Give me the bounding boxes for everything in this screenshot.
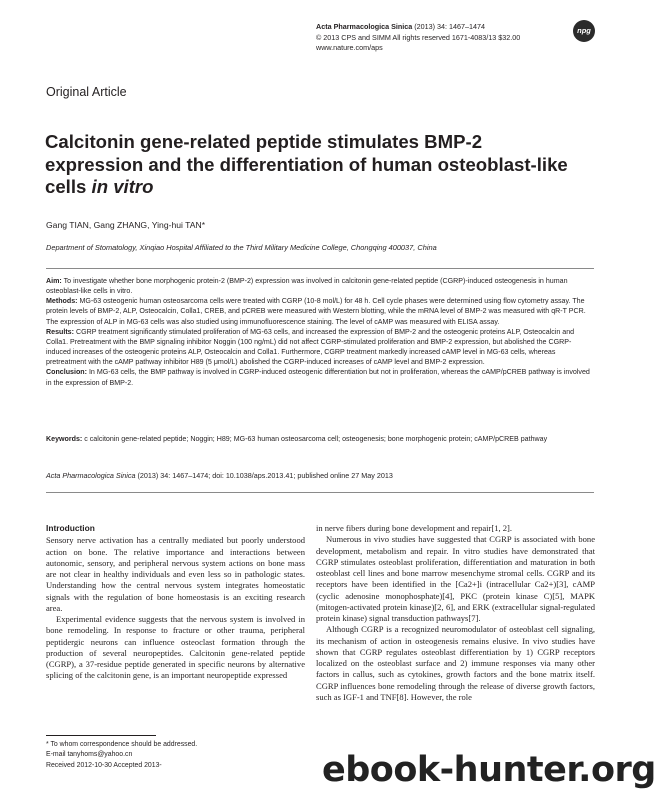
aim-text: To investigate whether bone morphogenic protein-2 (BMP-2) expression was involved in calcitonin gene-related peptide (CGRP)-induced osteogenesis in human osteoblast-like cells in vitro. — [46, 277, 568, 296]
journal-header — [316, 22, 520, 54]
keywords — [46, 434, 595, 444]
citation-line — [46, 471, 393, 480]
corresponding-note: * To whom correspondence should be addressed. — [46, 741, 198, 748]
copyright-line: © 2013 CPS and SIMM All rights reserved 1671-4083/13 $32.00 — [316, 32, 521, 42]
right-paragraph-2: Numerous in vivo studies have suggested that CGRP is associated with bone development, metabolism and repair. In vitro studies have demonstrated that CGRP stimulates osteoblast proliferation, differentiation and maturation in both osteoblast cell lines and bone marrow mesenchyme stromal cells. CGRP and its receptors have been identified in the [Ca2+]i (intracellular Ca2+)[3], cAMP (cyclic adenosine monophosphate)[4], PKC (protein kinase C)[5], MAPK (mitogen-activated protein kinase)[2, 6], and ERK (extracellular signal-regulated protein kinase) signal transduction pathways[7]. — [316, 534, 595, 623]
results-label: Results: — [46, 327, 74, 336]
title-italic: in vitro — [91, 176, 154, 197]
intro-paragraph-1: Sensory nerve activation has a centrally mediated but poorly understood action on bone. The relative importance and interactions between autonomic, sensory, and peripheral nervous system actions on bone mass are not clear in healthy individuals and even less so in pathologic states. Understanding how the central nervous system integrates homeostatic signals with the regulation of bone homeostasis is an exciting research area. — [46, 535, 305, 613]
journal-issue: (2013) 34: 1467–1474 — [412, 22, 486, 31]
abstract-conclusion — [46, 367, 595, 387]
footnote-rule — [46, 735, 156, 736]
results-text: CGRP treatment significantly stimulated proliferation of MG-63 cells, and increased the expression of BMP-2 and the osteogenic proteins ALP, Osteocalcin and Colla1. Pretreatment with the BMP signaling inhibitor Noggin (100 ng/mL) did not affect CGRP-stimulated proliferation and BMP-2 expression, but abolished the CGRP-induced increases of the osteogenic proteins ALP, Osteocalcin and Colla1. Furthermore, CGRP treatment markedly increased cAMP level in MG-63 cells, whereas pretreatment with the cAMP pathway inhibitor H89 (5 μmol/L) abolished the CGRP-induced increases of cAMP level and BMP-2 expression. — [46, 327, 575, 367]
body-left-column — [46, 523, 305, 682]
npg-logo-icon: npg — [573, 20, 595, 42]
title-main: Calcitonin gene-related peptide stimulates BMP-2 expression and the differentiation of human osteoblast-like cells — [45, 131, 568, 197]
right-paragraph-3: Although CGRP is a recognized neuromodulator of osteoblast cell signaling, its mechanism of action in osteogenesis remains elusive. In vivo studies have shown that CGRP regulates osteoblast differentiation by 1) CGRP receptors localized on the osteoblast surface and 2) immune responses via many other factors in callus, such as cytokines, growth factors and the bone matrix itself. CGRP influences bone remodeling through the release of diverse growth factors, such as IGF-1 and TNF[8]. However, the role — [316, 624, 595, 702]
email-line[interactable]: E-mail tanyhoms@yahoo.cn — [46, 751, 133, 759]
aim-label: Aim: — [46, 277, 62, 285]
footnote — [46, 740, 197, 771]
article-title — [45, 131, 585, 199]
intro-paragraph-2: Experimental evidence suggests that the nervous system is involved in bone remodeling. In response to fracture or other trauma, peripheral peptidergic neurons can influence osteoclast formation through the production of several neuropeptides. Calcitonin gene-related peptide (CGRP), a 37-residue peptide generated in specific neurons by alternative splicing of the calcitonin gene, is an important neuropeptide expressed — [46, 614, 305, 681]
author-list: Gang TIAN, Gang ZHANG, Ying-hui TAN* — [46, 220, 206, 230]
journal-name: Acta Pharmacologica Sinica — [316, 22, 413, 31]
journal-url[interactable]: www.nature.com/aps — [316, 43, 383, 52]
body-right-column — [316, 523, 595, 703]
section-label: Original Article — [46, 85, 127, 99]
abstract-bottom-rule — [46, 492, 594, 493]
watermark: ebook-hunter.org — [322, 750, 656, 790]
citation-journal: Acta Pharmacologica Sinica — [46, 471, 136, 480]
keywords-label: Keywords: — [46, 435, 83, 443]
right-paragraph-1: in nerve fibers during bone development and repair[1, 2]. — [316, 523, 513, 533]
citation-rest: (2013) 34: 1467–1474; doi: 10.1038/aps.2013.41; published online 27 May 2013 — [135, 471, 393, 480]
abstract — [46, 276, 595, 388]
abstract-top-rule — [46, 268, 594, 269]
abstract-results — [46, 327, 595, 368]
received-line: Received 2012-10-30 Accepted 2013- — [46, 761, 162, 769]
methods-text: MG-63 osteogenic human osteosarcoma cells were treated with CGRP (10-8 mol/L) for 48 h. Cell cycle phases were determined using flow cytometry assay. The protein levels of BMP-2, ALP, Osteocalcin, Colla1, CREB, and pCREB were measured with Western blotting, while the mRNA level of BMP-2 was measured with qR-T PCR. The expression of ALP in MG-63 cells was also studied using immunofluorescence staining. The level of cAMP was measured with ELISA assay. — [46, 297, 586, 326]
abstract-methods — [46, 296, 595, 326]
keywords-text: c calcitonin gene-related peptide; Noggin; H89; MG-63 human osteosarcoma cell; osteogenesis; bone morphogenic protein; cAMP/pCREB pathway — [82, 435, 548, 443]
conclusion-label: Conclusion: — [46, 368, 87, 377]
abstract-aim — [46, 276, 595, 296]
affiliation: Department of Stomatology, Xinqiao Hospital Affiliated to the Third Military Medicine College, Chongqing 400037, China — [46, 243, 437, 252]
conclusion-text: In MG-63 cells, the BMP pathway is involved in CGRP-induced osteogenic differentiation but not in proliferation, whereas the cAMP/pCREB pathway is involved in the expression of BMP-2. — [46, 368, 590, 387]
intro-heading: Introduction — [46, 523, 95, 533]
methods-label: Methods: — [46, 297, 78, 306]
